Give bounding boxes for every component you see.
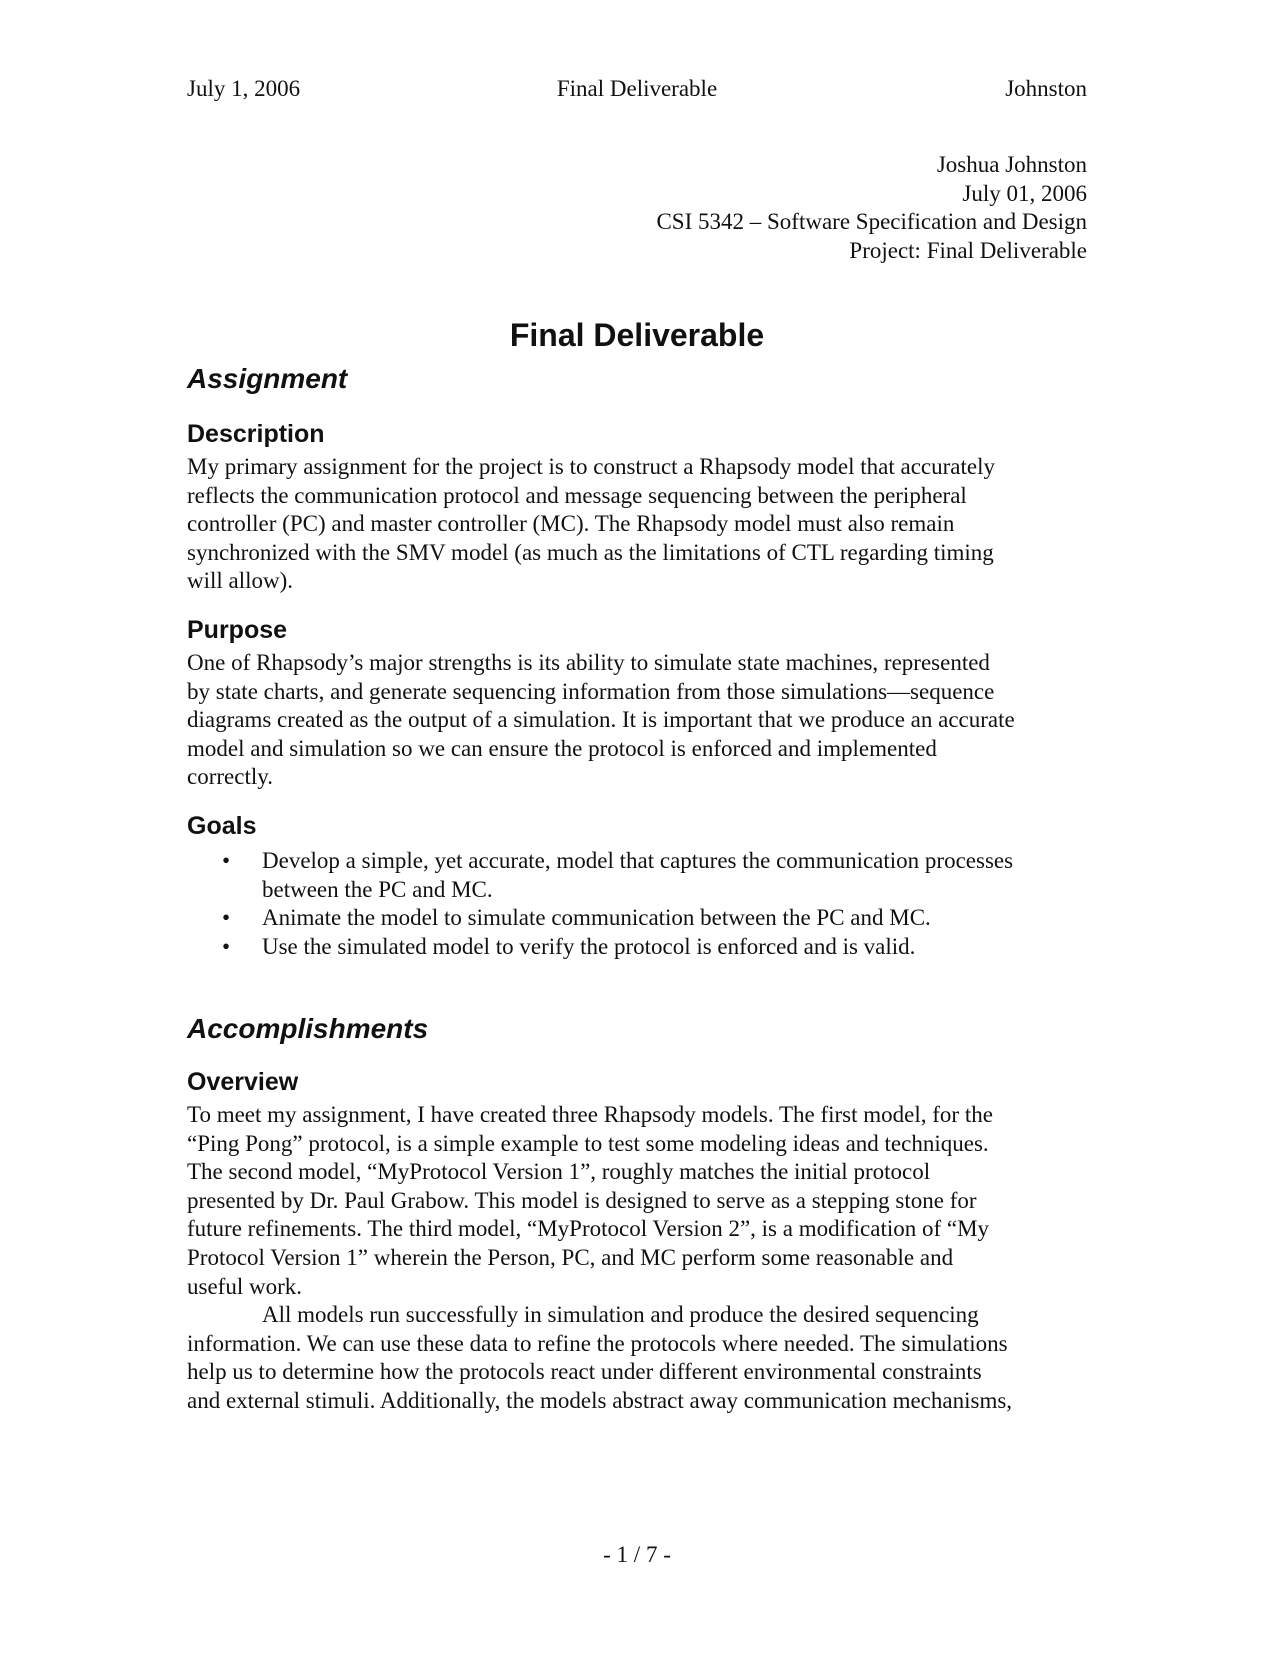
text-line: model and simulation so we can ensure the protocol is enforced and implemented xyxy=(187,735,937,761)
project-name: Project: Final Deliverable xyxy=(849,237,1087,263)
header-title: Final Deliverable xyxy=(556,76,718,101)
text-line: and external stimuli. Additionally, the models abstract away communication mechanisms, xyxy=(187,1387,1013,1413)
text-line: reflects the communication protocol and message sequencing between the peripheral xyxy=(187,482,967,508)
text-line: information. We can use these data to refine the protocols where needed. The simulations xyxy=(187,1330,1008,1356)
text-line: Protocol Version 1” wherein the Person, PC, and MC perform some reasonable and xyxy=(187,1244,954,1270)
bullet-icon: • xyxy=(222,933,231,959)
purpose-paragraph xyxy=(187,649,1087,792)
text-line: Develop a simple, yet accurate, model that captures the communication processes xyxy=(262,848,1014,873)
text-line: by state charts, and generate sequencing information from those simulations—sequence xyxy=(187,678,995,704)
text-line: useful work. xyxy=(187,1273,302,1299)
text-line: presented by Dr. Paul Grabow. This model is designed to serve as a stepping stone for xyxy=(187,1187,977,1213)
text-line: controller (PC) and master controller (MC). The Rhapsody model must also remain xyxy=(187,511,955,537)
page-number: - 1 / 7 - xyxy=(603,1542,671,1567)
goals-list xyxy=(187,847,1087,961)
text-line: “Ping Pong” protocol, is a simple example to test some modeling ideas and techniques. xyxy=(187,1130,989,1156)
subheading-description: Description xyxy=(187,420,325,448)
section-heading-assignment: Assignment xyxy=(187,363,348,394)
text-line: synchronized with the SMV model (as much as the limitations of CTL regarding timing xyxy=(187,539,994,565)
author-name: Joshua Johnston xyxy=(936,152,1087,177)
document-page xyxy=(187,0,1087,1656)
author-block xyxy=(187,151,1087,265)
text-line: future refinements. The third model, “MyProtocol Version 2”, is a modification of “My xyxy=(187,1216,990,1242)
text-line: My primary assignment for the project is to construct a Rhapsody model that accurately xyxy=(187,454,995,479)
list-item xyxy=(187,933,1087,962)
text-line: diagrams created as the output of a simulation. It is important that we produce an accurate xyxy=(187,707,1015,733)
bullet-icon: • xyxy=(222,848,231,873)
bullet-icon: • xyxy=(222,905,231,931)
text-line: Animate the model to simulate communication between the PC and MC. xyxy=(262,905,931,931)
text-line: between the PC and MC. xyxy=(262,876,493,902)
overview-paragraph xyxy=(187,1101,1087,1416)
subheading-goals: Goals xyxy=(187,812,257,840)
section-heading-accomplishments: Accomplishments xyxy=(187,1013,429,1044)
text-line: correctly. xyxy=(187,764,273,790)
list-item xyxy=(187,904,1087,933)
text-line: Use the simulated model to verify the protocol is enforced and is valid. xyxy=(262,933,916,959)
subheading-purpose: Purpose xyxy=(187,616,288,644)
text-line: All models run successfully in simulation and produce the desired sequencing xyxy=(262,1302,979,1328)
header-date: July 1, 2006 xyxy=(187,76,301,101)
author-date: July 01, 2006 xyxy=(962,180,1087,206)
header-author: Johnston xyxy=(1005,76,1087,101)
text-line: help us to determine how the protocols react under different environmental constraints xyxy=(187,1359,982,1385)
text-line: will allow). xyxy=(187,568,294,594)
text-line: To meet my assignment, I have created three Rhapsody models. The first model, for the xyxy=(187,1102,993,1127)
description-paragraph xyxy=(187,453,1087,596)
course-name: CSI 5342 – Software Specification and Design xyxy=(656,209,1087,234)
subheading-overview: Overview xyxy=(187,1068,299,1096)
text-line: One of Rhapsody’s major strengths is its ability to simulate state machines, represented xyxy=(187,650,990,675)
text-line: The second model, “MyProtocol Version 1”, roughly matches the initial protocol xyxy=(187,1159,931,1185)
document-title: Final Deliverable xyxy=(509,317,765,353)
running-header xyxy=(187,76,1087,106)
list-item xyxy=(187,847,1087,904)
